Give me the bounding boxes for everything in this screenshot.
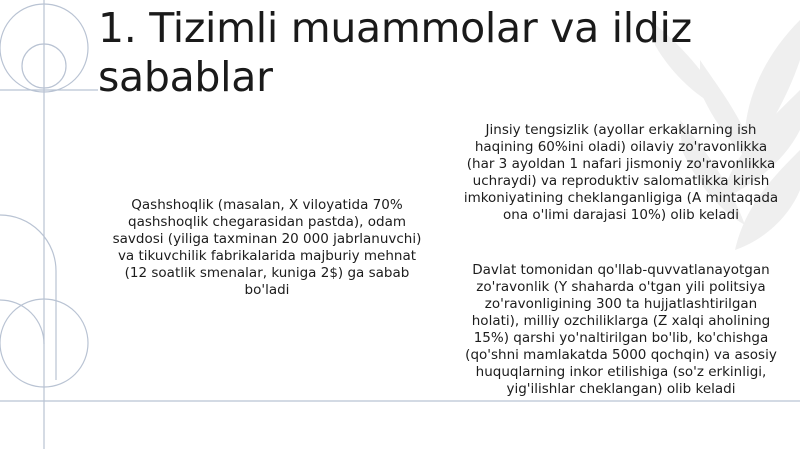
deco-arc-lower bbox=[0, 300, 44, 344]
deco-arc-bottom bbox=[0, 215, 56, 380]
paragraph-state-violence: Davlat tomonidan qo'llab-quvvatlanayotgan zo'ravonlik (Y shaharda o'tgan yili politsiya zo'ravonligining 300 ta hujjatlashtirilgan holati), milliy ozchiliklarga (Z xalqi aholining 15%) qarshi yo'naltirilgan bo'lib, ko'chishga (qo'shni mamlakatda 5000 qochqin) va asosiy huquqlarning inkor etilishiga (so'z erkinligi, yig'ilishlar cheklangan) olib keladi bbox=[465, 262, 777, 397]
paragraph-gender-inequality: Jinsiy tengsizlik (ayollar erkaklarning ish haqining 60%ini oladi) oilaviy zo'ravonlikka (har 3 ayoldan 1 nafari jismoniy zo'ravonlikka uchraydi) va reproduktiv salomatlikka kirish imkoniyatining cheklanganligiga (A mintaqada ona o'limi darajasi 10%) olib keladi bbox=[463, 122, 779, 223]
slide-title: 1. Tizimli muammolar va ildiz sabablar bbox=[98, 4, 692, 101]
paragraph-poverty: Qashshoqlik (masalan, X viloyatida 70% qashshoqlik chegarasidan pastda), odam savdosi (yiliga taxminan 20 000 jabrlanuvchi) va tikuvchilik fabrikalarida majburiy mehnat (12 soatlik smenalar, kuniga 2$) ga sabab bo'ladi bbox=[112, 197, 422, 298]
